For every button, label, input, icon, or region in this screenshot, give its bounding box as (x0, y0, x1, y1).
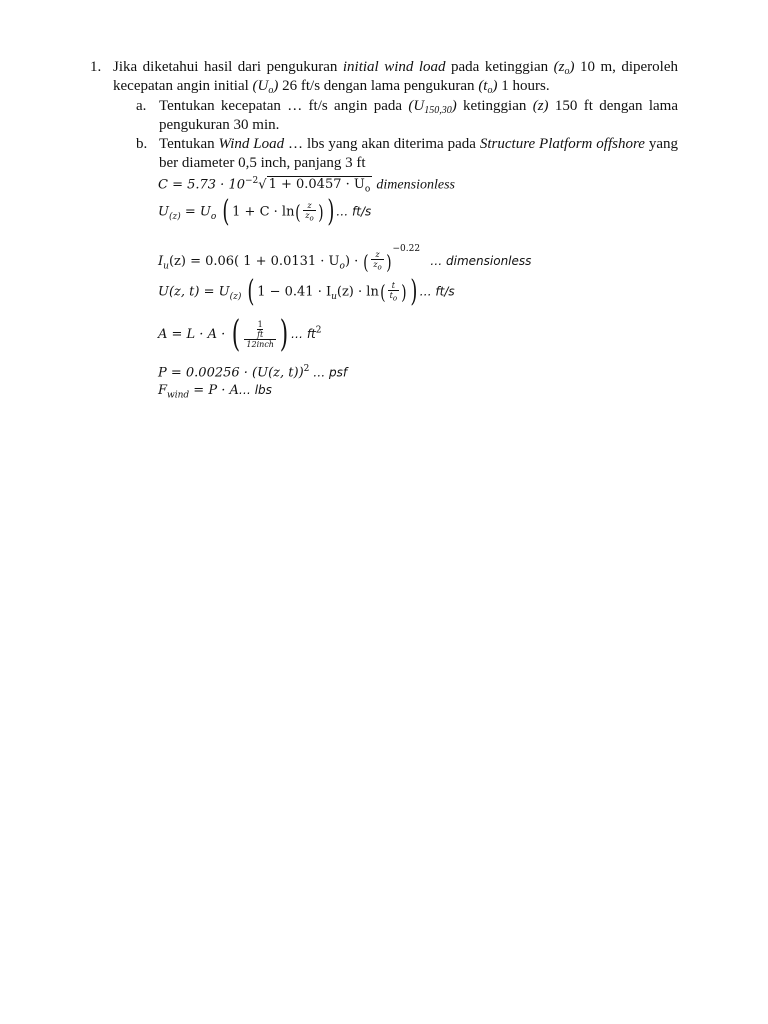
intro-term: initial wind load (342, 59, 446, 75)
z0-symbol: $(z_o)$ (553, 59, 575, 77)
part-b-text: … lbs yang akan diterima pada (284, 136, 480, 152)
equation-area: A = L · A · ( $\frac{\frac{1}{ft}}{\text{12inch}}$ ) … $ft^2$ (158, 313, 322, 355)
unit-label: … ft/s (419, 284, 455, 299)
part-b-line-2: ber diameter 0,5 inch, panjang 3 ft (159, 155, 366, 171)
part-b-label: b. (136, 136, 148, 152)
z-symbol: (z) (532, 98, 549, 114)
t0-symbol: $(t_o)$ (478, 78, 498, 96)
part-a-text: ketinggian (456, 98, 533, 114)
intro-text: 10 m, diperoleh (574, 59, 678, 75)
wind-load-term: Wind Load (218, 136, 285, 152)
equation-c: $C = 5.73 \cdot 10^{-2}√$ $1 + 0.0457 \cdot U_o$ dimensionless (158, 176, 455, 195)
unit-label: … ft/s (336, 204, 372, 219)
unit-label: dimensionless (376, 177, 455, 193)
equation-pressure: P = 0.00256 · (U(z, t))$^2$ … psf (158, 364, 348, 381)
intro-text: 1 hours. (497, 78, 550, 94)
unit-label: … ft (291, 327, 316, 341)
intro-text: pada ketinggian (445, 59, 554, 75)
intro-text: Jika diketahui hasil dari pengukuran (113, 59, 343, 75)
intro-text: 26 ft/s dengan lama pengukuran (278, 78, 479, 94)
u0-symbol: $(U_o)$ (252, 78, 279, 96)
part-a-text: 150 ft dengan lama (548, 98, 678, 114)
part-a-line-2: pengukuran 30 min. (159, 117, 280, 133)
unit-label: … lbs (238, 383, 272, 397)
part-a-text: Tentukan kecepatan … ft/s angin pada (159, 98, 409, 114)
problem-number: 1. (90, 59, 102, 75)
u150-symbol: $(U_{150,30})$ (408, 98, 457, 116)
unit-label: … dimensionless (430, 254, 532, 268)
part-b-text: yang (644, 136, 678, 152)
part-a-label: a. (136, 98, 147, 114)
unit-label: … psf (309, 365, 348, 380)
equation-uz: $U_{(z)} = U_o$ ( 1 + C · ln( $\frac{z}{z_o}$ ) ) … ft/s (158, 194, 372, 229)
equation-fwind: $F_{wind} = P$ · A… lbs (158, 383, 272, 401)
part-b-text: Tentukan (159, 136, 219, 152)
equation-uzt: U(z, $t) = U_{(z)}$ ( $1 - 0.41 \cdot I_u(z) \cdot \ln$( $\frac{t}{t_o}$ ) ) … ft/s (158, 274, 455, 309)
intro-text: kecepatan angin initial (113, 78, 253, 94)
structure-term: Structure Platform offshore (479, 136, 645, 152)
part-b-line-1 (159, 135, 678, 153)
equation-iu: $I_u(z) = 0.06$( $1 + 0.0131 \cdot U_o$) · ( $\frac{z}{z_o}$ )$^{-0.22}$ … dimensionless (158, 244, 532, 274)
